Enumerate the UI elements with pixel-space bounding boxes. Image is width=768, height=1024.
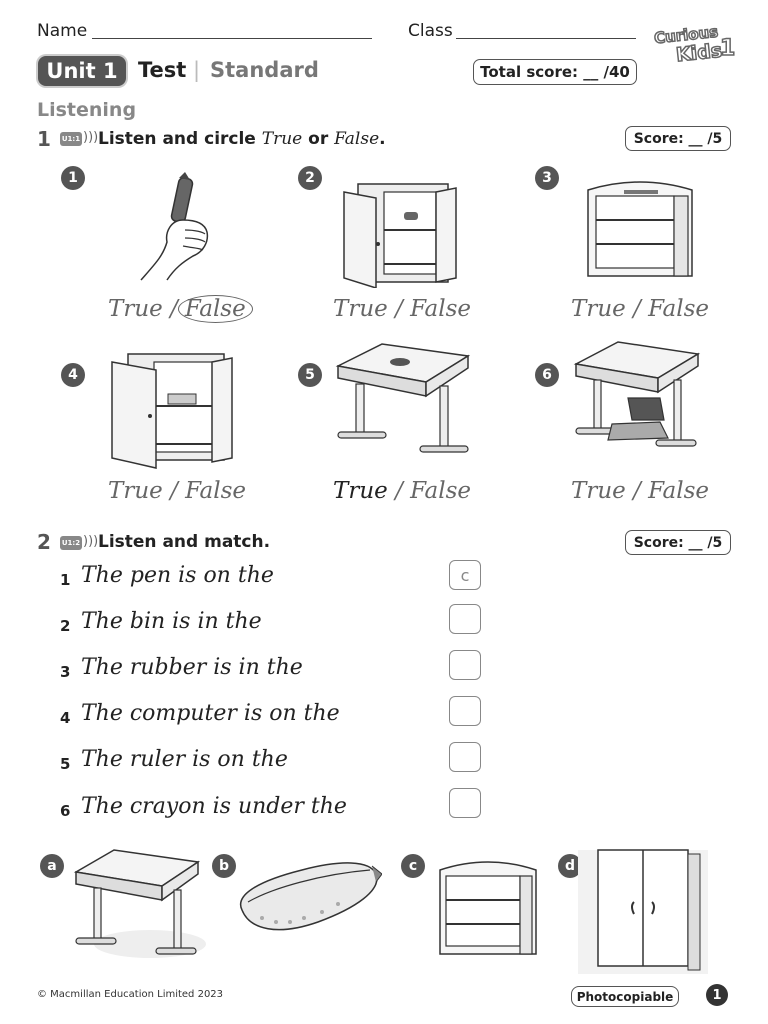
name-line[interactable]: [92, 38, 372, 39]
exercise-1-number: 1: [37, 127, 51, 151]
unit-badge: Unit 1: [38, 56, 126, 86]
exercise-1-instruction: Listen and circle True or False.: [98, 129, 386, 149]
exercise-2-score: Score: __ /5: [625, 530, 731, 555]
sentence-5: The ruler is on the: [81, 747, 288, 772]
hand-crayon-picture: [135, 172, 215, 284]
sentence-number-2: 2: [60, 617, 71, 635]
name-label: Name: [37, 21, 88, 41]
true-false-2[interactable]: True / False: [333, 296, 472, 322]
title-test: Test: [138, 58, 187, 82]
curious-kids-logo: Curious Kids 1: [653, 22, 736, 67]
wardrobe-option-picture: [578, 846, 708, 974]
audio-icon: U1:2 ))): [61, 534, 99, 549]
photocopiable-badge: Photocopiable: [571, 986, 679, 1007]
desk-option-picture: [70, 846, 206, 964]
total-score: Total score: __ /40: [473, 59, 637, 85]
shelves-option-picture: [436, 854, 540, 962]
option-label-a: a: [40, 854, 64, 878]
option-label-b: b: [212, 854, 236, 878]
sentence-number-4: 4: [60, 709, 71, 727]
class-line[interactable]: [456, 38, 636, 39]
page-number: 1: [706, 984, 728, 1006]
true-false-3[interactable]: True / False: [571, 296, 710, 322]
option-label-c: c: [401, 854, 425, 878]
sentence-1: The pen is on the: [81, 563, 274, 588]
exercise-2-number: 2: [37, 530, 51, 554]
item-number-2: 2: [298, 166, 322, 190]
sentence-number-5: 5: [60, 755, 71, 773]
sentence-number-1: 1: [60, 571, 71, 589]
circled-answer: False: [178, 295, 253, 323]
sentence-number-6: 6: [60, 802, 71, 820]
exercise-2-instruction: Listen and match.: [98, 532, 271, 552]
true-false-5[interactable]: True / False: [333, 478, 472, 504]
section-heading: Listening: [37, 99, 137, 121]
audio-icon: U1:1 ))): [61, 130, 99, 145]
true-false-6[interactable]: True / False: [571, 478, 710, 504]
cupboard-open-picture: [108, 350, 234, 470]
pencil-case-option-picture: [232, 856, 382, 942]
cupboard-picture: [340, 178, 460, 288]
sentence-number-3: 3: [60, 663, 71, 681]
answer-box-4[interactable]: [449, 696, 481, 726]
answer-box-2[interactable]: [449, 604, 481, 634]
sentence-4: The computer is on the: [81, 701, 340, 726]
desk-laptop-picture: [572, 338, 702, 458]
title-separator: |: [193, 58, 201, 82]
option-label-d: d: [558, 854, 582, 878]
answer-box-5[interactable]: [449, 742, 481, 772]
item-number-6: 6: [535, 363, 559, 387]
exercise-1-score: Score: __ /5: [625, 126, 731, 151]
true-false-1[interactable]: True / False: [108, 296, 253, 322]
item-number-1: 1: [61, 166, 85, 190]
bookshelf-picture: [584, 172, 698, 284]
desk-picture: [334, 340, 474, 464]
item-number-5: 5: [298, 363, 322, 387]
item-number-4: 4: [61, 363, 85, 387]
answer-box-6[interactable]: [449, 788, 481, 818]
sentence-2: The bin is in the: [81, 609, 262, 634]
answer-box-3[interactable]: [449, 650, 481, 680]
item-number-3: 3: [535, 166, 559, 190]
true-false-4[interactable]: True / False: [108, 478, 247, 504]
class-label: Class: [408, 21, 453, 41]
answer-box-1[interactable]: c: [449, 560, 481, 590]
title-level: Standard: [210, 58, 319, 82]
sentence-6: The crayon is under the: [81, 794, 347, 819]
copyright: © Macmillan Education Limited 2023: [37, 989, 224, 1000]
sentence-3: The rubber is in the: [81, 655, 303, 680]
